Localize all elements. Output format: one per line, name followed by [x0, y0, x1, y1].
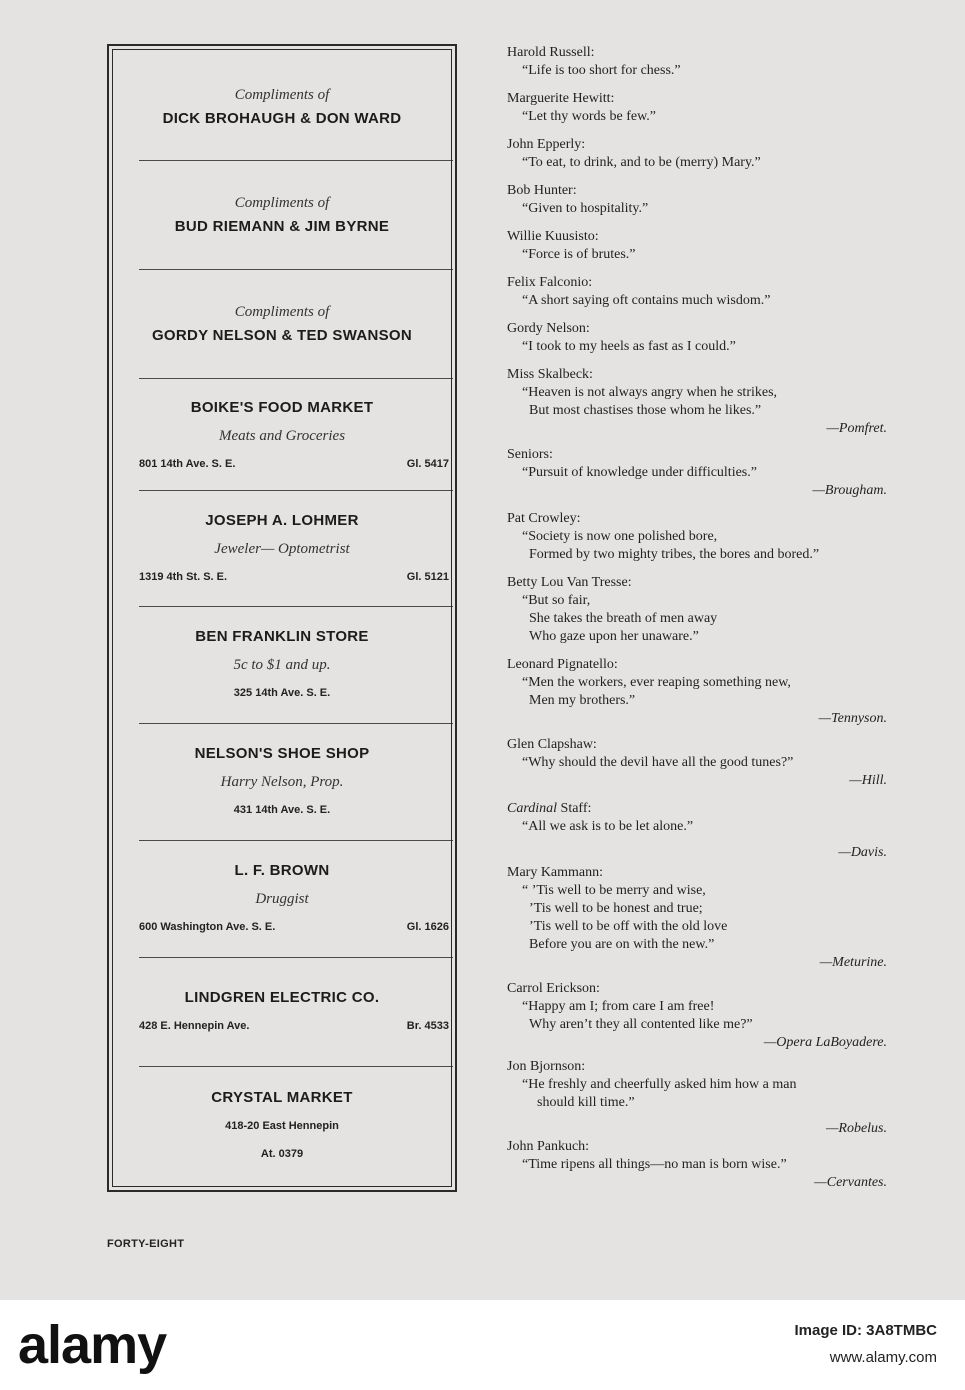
ad-business-name: LINDGREN ELECTRIC CO.	[184, 989, 380, 1006]
quote-speaker: Marguerite Hewitt:	[507, 91, 615, 106]
ad-divider	[139, 490, 453, 491]
ad-address: 801 14th Ave. S. E.	[139, 458, 236, 470]
quote-text: Men my brothers.”	[529, 693, 636, 708]
quote-text: “Heaven is not always angry when he strikes,	[522, 385, 778, 400]
quote-text: “Happy am I; from care I am free!	[522, 999, 715, 1014]
quote-speaker: John Epperly:	[507, 137, 586, 152]
quote-entry	[507, 574, 887, 646]
quote-speaker: Miss Skalbeck:	[507, 367, 593, 382]
ad-ben-franklin-store	[109, 625, 455, 703]
page-number: FORTY-EIGHT	[107, 1238, 185, 1250]
quote-speaker: Willie Kuusisto:	[507, 229, 599, 244]
ad-divider	[139, 840, 453, 841]
quote-speaker: Felix Falconio:	[507, 275, 593, 290]
quote-text: “Men the workers, ever reaping something new,	[522, 675, 791, 690]
ad-address: 325 14th Ave. S. E.	[233, 687, 331, 699]
quote-text: “To eat, to drink, and to be (merry) Mary.”	[522, 155, 761, 170]
quote-speaker-rest: Staff:	[557, 801, 592, 816]
quote-attribution: —Cervantes.	[814, 1175, 887, 1190]
quote-text: ’Tis well to be honest and true;	[529, 901, 703, 916]
quote-speaker: Seniors:	[507, 447, 553, 462]
quote-entry	[507, 1138, 887, 1192]
quote-text: should kill time.”	[537, 1095, 635, 1110]
ad-business-tagline: Druggist	[255, 891, 309, 907]
quote-text: “Time ripens all things—no man is born wise.”	[522, 1157, 787, 1172]
ad-riemann-byrne	[109, 192, 455, 240]
quote-text: ’Tis well to be off with the old love	[529, 919, 728, 934]
ad-address: 418-20 East Hennepin	[225, 1120, 339, 1132]
quote-entry	[507, 980, 887, 1052]
ad-compliments: Compliments of	[234, 195, 330, 211]
ad-phone: At. 0379	[260, 1148, 304, 1160]
ad-divider	[139, 606, 453, 607]
stock-watermark-bar	[0, 1300, 965, 1390]
ad-business-tagline: Jeweler— Optometrist	[214, 541, 350, 557]
ad-divider	[139, 957, 453, 958]
quote-speaker: Carrol Erickson:	[507, 981, 600, 996]
quote-text: But most chastises those whom he likes.”	[529, 403, 762, 418]
quote-entry	[507, 136, 887, 172]
ad-address-row	[109, 567, 455, 587]
image-id: Image ID: 3A8TMBC	[794, 1322, 937, 1339]
ad-phone: Gl. 5121	[406, 571, 449, 583]
quote-entry	[507, 182, 887, 218]
quote-text: Who gaze upon her unaware.”	[529, 629, 699, 644]
ad-business-tagline: 5c to $1 and up.	[233, 657, 331, 673]
ad-address: 600 Washington Ave. S. E.	[139, 921, 276, 933]
quote-text: “I took to my heels as fast as I could.”	[522, 339, 736, 354]
ad-names: DICK BROHAUGH & DON WARD	[162, 110, 402, 127]
quote-text: “He freshly and cheerfully asked him how a man	[522, 1077, 797, 1092]
ad-business-tagline: Harry Nelson, Prop.	[220, 774, 344, 790]
ad-divider	[139, 269, 453, 270]
quote-attribution: —Hill.	[849, 773, 887, 788]
quote-text: Formed by two mighty tribes, the bores and bored.”	[529, 547, 820, 562]
quote-entry	[507, 90, 887, 126]
quote-text: “Given to hospitality.”	[522, 201, 649, 216]
quote-speaker: Pat Crowley:	[507, 511, 581, 526]
ads-box	[107, 44, 457, 1192]
ad-lindgren-electric	[109, 986, 455, 1036]
ad-business-name: BEN FRANKLIN STORE	[195, 628, 369, 645]
ad-compliments: Compliments of	[234, 304, 330, 320]
ad-nelsons-shoe-shop	[109, 742, 455, 820]
quote-attribution: —Meturine.	[819, 955, 887, 970]
ad-phone: Gl. 1626	[406, 921, 449, 933]
ad-phone: Gl. 5417	[406, 458, 449, 470]
ad-phone: Br. 4533	[406, 1020, 449, 1032]
ad-business-name: L. F. BROWN	[234, 862, 330, 879]
quote-entry	[507, 366, 887, 438]
watermark-url: www.alamy.com	[829, 1349, 937, 1366]
quote-speaker: Gordy Nelson:	[507, 321, 590, 336]
ad-business-tagline: Meats and Groceries	[218, 428, 346, 444]
quote-text: “Society is now one polished bore,	[522, 529, 718, 544]
ad-address: 428 E. Hennepin Ave.	[139, 1020, 250, 1032]
ad-names: GORDY NELSON & TED SWANSON	[151, 327, 413, 344]
ad-business-name: NELSON'S SHOE SHOP	[194, 745, 370, 762]
ad-divider	[139, 723, 453, 724]
quote-attribution: —Tennyson.	[818, 711, 887, 726]
ad-brohaugh-ward	[109, 84, 455, 132]
ad-compliments: Compliments of	[234, 87, 330, 103]
quote-text: “Pursuit of knowledge under difficulties.”	[522, 465, 757, 480]
quote-entry	[507, 1058, 887, 1138]
ad-crystal-market	[109, 1086, 455, 1164]
quote-text: “A short saying oft contains much wisdom.”	[522, 293, 771, 308]
ad-boikes-food-market	[109, 396, 455, 474]
ad-address-row	[109, 1016, 455, 1036]
quote-speaker	[507, 800, 887, 818]
quote-attribution: —Opera LaBoyadere.	[763, 1035, 887, 1050]
alamy-logo: alamy	[18, 1315, 167, 1375]
ad-address: 431 14th Ave. S. E.	[233, 804, 331, 816]
quote-text: She takes the breath of men away	[529, 611, 718, 626]
quote-text: Why aren’t they all contented like me?”	[529, 1017, 753, 1032]
quote-speaker: Glen Clapshaw:	[507, 737, 597, 752]
quote-entry	[507, 736, 887, 790]
ad-business-name: CRYSTAL MARKET	[211, 1089, 353, 1106]
quote-attribution: —Pomfret.	[826, 421, 887, 436]
ad-joseph-lohmer	[109, 509, 455, 587]
quote-speaker: Betty Lou Van Tresse:	[507, 575, 632, 590]
quote-speaker: Mary Kammann:	[507, 865, 604, 880]
quote-speaker: Jon Bjornson:	[507, 1059, 586, 1074]
quote-speaker-italic: Cardinal	[507, 801, 558, 816]
ad-business-name: BOIKE'S FOOD MARKET	[190, 399, 374, 416]
quote-text: “All we ask is to be let alone.”	[522, 819, 694, 834]
ad-lf-brown	[109, 859, 455, 937]
quote-entry	[507, 510, 887, 564]
ad-address-row	[109, 454, 455, 474]
quote-speaker: John Pankuch:	[507, 1139, 590, 1154]
quote-text: “But so fair,	[522, 593, 591, 608]
quote-text: Before you are on with the new.”	[529, 937, 715, 952]
quote-text: “Why should the devil have all the good tunes?”	[522, 755, 794, 770]
quote-entry	[507, 228, 887, 264]
quote-speaker: Harold Russell:	[507, 45, 595, 60]
quote-text: “ ’Tis well to be merry and wise,	[522, 883, 706, 898]
quote-attribution: —Davis.	[838, 845, 887, 860]
quote-entry	[507, 864, 887, 972]
ad-address: 1319 4th St. S. E.	[139, 571, 228, 583]
quote-text: “Let thy words be few.”	[522, 109, 656, 124]
quote-entry	[507, 656, 887, 728]
quote-entry	[507, 800, 887, 862]
quote-attribution: —Brougham.	[812, 483, 887, 498]
quote-entry	[507, 44, 887, 80]
quote-text: “Force is of brutes.”	[522, 247, 636, 262]
ad-divider	[139, 378, 453, 379]
quote-entry	[507, 274, 887, 310]
ad-names: BUD RIEMANN & JIM BYRNE	[174, 218, 390, 235]
ad-nelson-swanson	[109, 301, 455, 349]
ad-divider	[139, 160, 453, 161]
quote-text: “Life is too short for chess.”	[522, 63, 681, 78]
ad-business-name: JOSEPH A. LOHMER	[205, 512, 359, 529]
quote-attribution: —Robelus.	[825, 1121, 887, 1136]
watermark-info	[794, 1322, 937, 1366]
quote-speaker: Leonard Pignatello:	[507, 657, 618, 672]
quote-entry	[507, 320, 887, 356]
quote-entry	[507, 446, 887, 500]
ad-address-row	[109, 917, 455, 937]
ad-divider	[139, 1066, 453, 1067]
quote-speaker: Bob Hunter:	[507, 183, 577, 198]
